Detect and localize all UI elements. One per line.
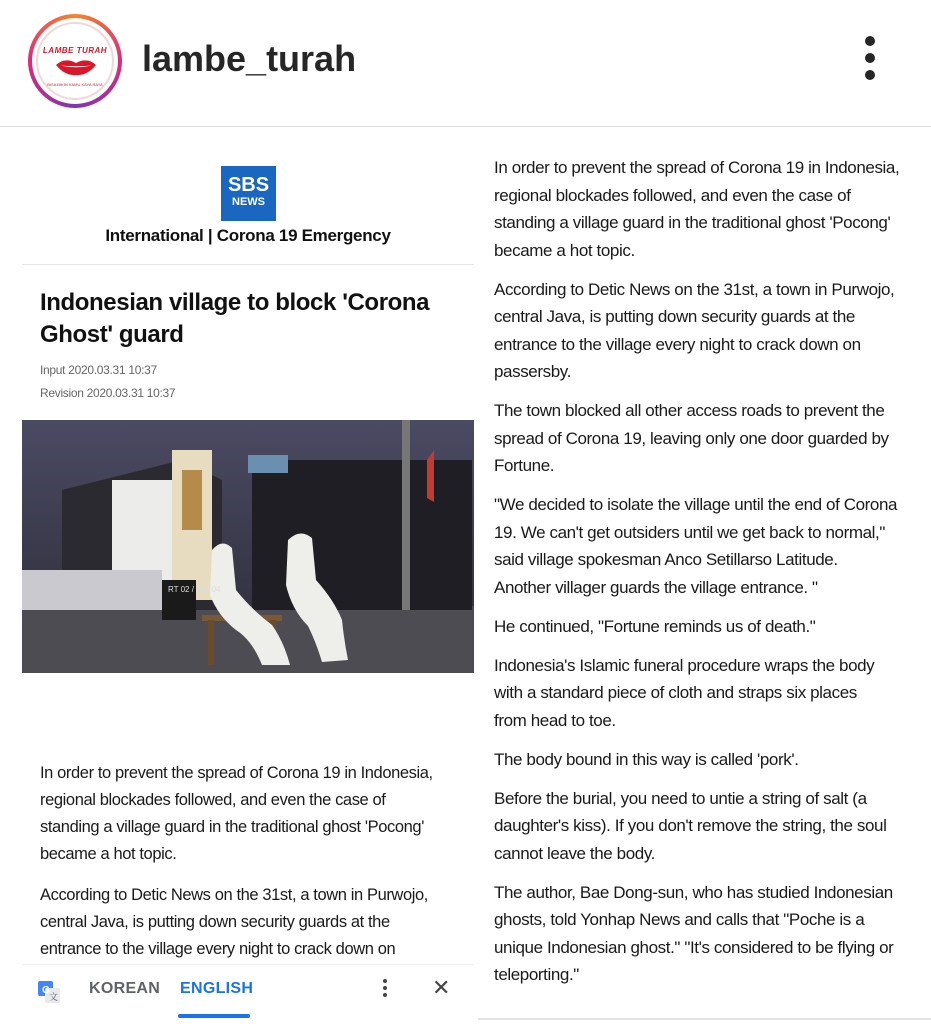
article-section: International | Corona 19 Emergency — [105, 226, 391, 245]
svg-text:文: 文 — [49, 993, 59, 1003]
article-screenshot — [22, 138, 474, 1020]
pocong-guards-photo — [22, 420, 474, 673]
paragraph — [40, 882, 464, 963]
post-header — [0, 0, 931, 127]
avatar-logo-text: LAMBE TURAH — [42, 46, 108, 55]
paragraph — [494, 879, 931, 989]
paragraph-line: teleporting." — [494, 965, 579, 984]
paragraph — [494, 154, 931, 264]
paragraph-line: According to Detic News on the 31st, a town in Purwojo, — [40, 886, 428, 904]
paragraph-line: entrance to the village every night to crack down on — [40, 940, 396, 958]
photo-sign-text: RT 02 / RW 04 — [168, 585, 221, 594]
paragraph-line: standing a village guard in the traditional ghost 'Pocong' — [494, 213, 891, 232]
paragraph-line: Another villager guards the village entrance. " — [494, 577, 818, 597]
divider — [22, 264, 474, 265]
sbs-news-logo: SBS NEWS — [221, 166, 276, 221]
paragraph-line: spread of Corona 19, leaving only one door guarded by — [494, 428, 889, 448]
article-revision-date: Revision 2020.03.31 10:37 — [40, 386, 176, 400]
paragraph — [494, 397, 931, 480]
paragraph-line: regional blockades followed, and even the case of — [40, 791, 386, 809]
active-tab-indicator — [178, 1014, 250, 1018]
svg-text:G: G — [42, 985, 50, 996]
translate-more-icon[interactable] — [377, 977, 393, 1005]
translate-bar — [22, 964, 474, 1020]
paragraph-line: cannot leave the body. — [494, 843, 656, 863]
paragraph-line: ghosts, told Yonhap News and calls that "Poche is a — [494, 910, 865, 929]
paragraph — [40, 760, 464, 868]
username[interactable]: lambe_turah — [142, 38, 357, 79]
paragraph-line: became a hot topic. — [494, 240, 635, 260]
article-input-date: Input 2020.03.31 10:37 — [40, 363, 157, 377]
paragraph-line: from head to toe. — [494, 710, 616, 730]
paragraph-line: In order to prevent the spread of Corona 19 in Indonesia, — [494, 158, 900, 177]
paragraph-line: unique Indonesian ghost." "It's considered to be flying or — [494, 937, 894, 957]
paragraph-line: The town blocked all other access roads to prevent the — [494, 401, 885, 420]
paragraph-line: said village spokesman Anco Setillarso Latitude. — [494, 550, 838, 569]
avatar-logo-subtext: BISA BIKIN KAMU KAYA RAYA — [47, 82, 103, 87]
paragraph-line: Indonesia's Islamic funeral procedure wraps the body — [494, 655, 875, 675]
paragraph-line: The body bound in this way is called 'pork'. — [494, 749, 799, 769]
paragraph — [494, 613, 931, 641]
paragraph-line: standing a village guard in the traditional ghost 'Pocong' — [40, 818, 424, 836]
divider — [478, 1018, 931, 1020]
tab-english[interactable]: ENGLISH — [180, 980, 254, 997]
paragraph-line: central Java, is putting down security guards at the — [494, 307, 855, 326]
lips-icon — [54, 58, 98, 76]
paragraph-line: entrance to the village every night to crack down on — [494, 334, 861, 354]
paragraph-line: Before the burial, you need to untie a string of salt (a — [494, 788, 867, 808]
paragraph-line: The author, Bae Dong-sun, who has studied Indonesian — [494, 882, 893, 902]
paragraph — [494, 746, 931, 774]
paragraph-line: He continued, "Fortune reminds us of death." — [494, 616, 816, 636]
article-photo — [22, 420, 474, 673]
paragraph-line: In order to prevent the spread of Corona 19 in Indonesia, — [40, 764, 433, 782]
paragraph — [494, 276, 931, 386]
paragraph-line: became a hot topic. — [40, 845, 177, 863]
paragraph-line: According to Detic News on the 31st, a town in Purwojo, — [494, 279, 895, 299]
tab-korean[interactable]: KOREAN — [89, 980, 161, 997]
paragraph-line: daughter's kiss). If you don't remove the string, the soul — [494, 816, 887, 835]
paragraph-line: central Java, is putting down security guards at the — [40, 913, 390, 931]
paragraph — [494, 785, 931, 868]
paragraph-line: passersby. — [494, 362, 571, 381]
paragraph — [494, 652, 931, 735]
paragraph-line: with a standard piece of cloth and straps six places — [494, 683, 857, 702]
paragraph — [494, 491, 931, 601]
paragraph-line: Fortune. — [494, 456, 555, 475]
article-text-panel — [478, 138, 931, 1020]
google-translate-icon[interactable] — [38, 981, 60, 1003]
avatar-logo — [36, 22, 114, 100]
avatar[interactable] — [28, 14, 122, 108]
article-title: Indonesian village to block 'Corona Ghost' guard — [40, 289, 430, 348]
paragraph-line: regional blockades followed, and even the case of — [494, 185, 851, 205]
paragraph-line: 19. We can't get outsiders until we get back to normal," — [494, 522, 886, 542]
more-options-icon[interactable] — [858, 36, 882, 86]
close-icon[interactable]: ✕ — [432, 976, 451, 1001]
paragraph-line: "We decided to isolate the village until the end of Corona — [494, 495, 898, 514]
